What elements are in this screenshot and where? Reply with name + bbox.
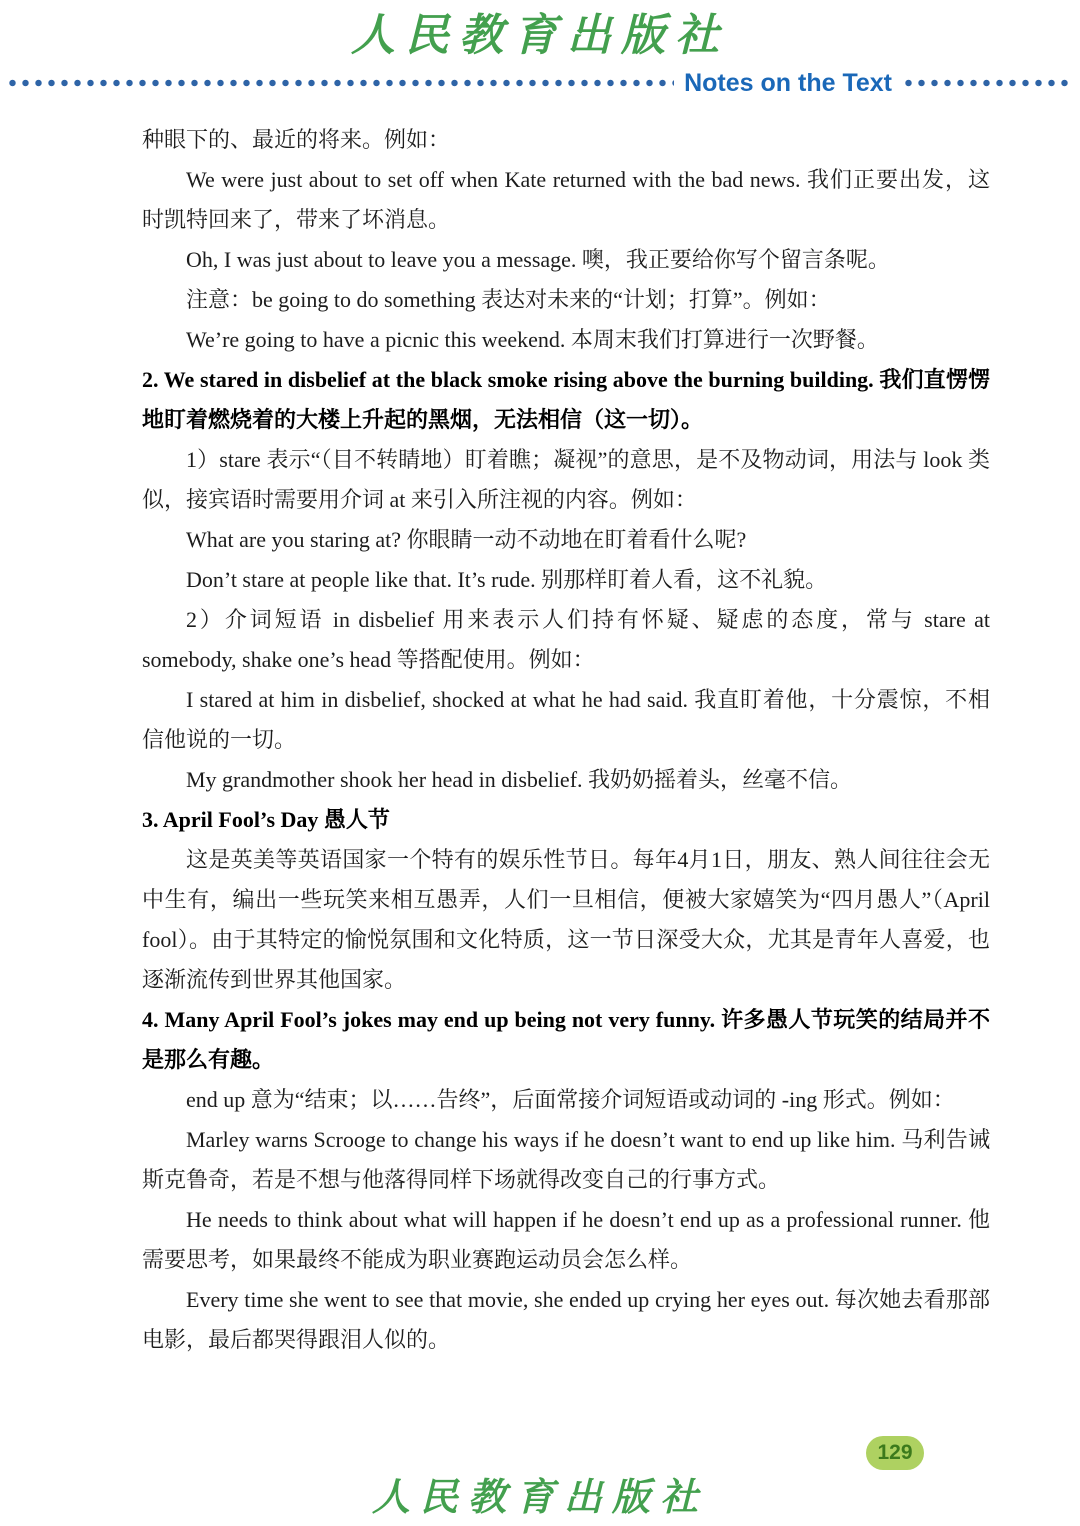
note-paragraph: Every time she went to see that movie, she ended up crying her eyes out. 每次她去看那部电影，最后都哭得跟泪人似的。 <box>142 1287 990 1352</box>
note-paragraph: 1）stare 表示“（目不转睛地）盯着瞧；凝视”的意思，是不及物动词，用法与 look 类似，接宾语时需要用介词 at 来引入所注视的内容。例如： <box>142 447 990 512</box>
note-paragraph: We’re going to have a picnic this weekend. 本周末我们打算进行一次野餐。 <box>186 327 879 352</box>
dotted-rule-left-icon <box>6 78 674 88</box>
section-title: Notes on the Text <box>684 68 892 97</box>
note-paragraph: 这是英美等英语国家一个特有的娱乐性节日。每年4月1日，朋友、熟人间往往会无中生有，编出一些玩笑来相互愚弄，人们一旦相信，便被大家嬉笑为“四月愚人”（April fool）。由于其特定的愉悦氛围和文化特质，这一节日深受大众，尤其是青年人喜爱，也逐渐流传到世界其他国家。 <box>142 847 990 992</box>
note-paragraph: Oh, I was just about to leave you a message. 噢，我正要给你写个留言条呢。 <box>186 247 890 272</box>
note-paragraph: 种眼下的、最近的将来。例如： <box>142 127 451 152</box>
note-heading: 2. We stared in disbelief at the black smoke rising above the burning building. 我们直愣愣地盯着燃烧着的大楼上升起的黑烟，无法相信（这一切）。 <box>142 367 990 432</box>
section-header <box>0 66 1080 100</box>
notes-body <box>0 100 1080 1360</box>
publisher-logo-bottom: 人民教育出版社 <box>371 1474 708 1519</box>
page-number-badge: 129 <box>866 1436 924 1470</box>
note-heading: 4. Many April Fool’s jokes may end up being not very funny. 许多愚人节玩笑的结局并不是那么有趣。 <box>142 1007 990 1072</box>
note-paragraph: end up 意为“结束；以……告终”，后面常接介词短语或动词的 -ing 形式。例如： <box>186 1087 955 1112</box>
dotted-rule-right-icon <box>902 78 1074 88</box>
note-paragraph: 注意：be going to do something 表达对未来的“计划；打算”。例如： <box>186 287 831 312</box>
note-paragraph: We were just about to set off when Kate returned with the bad news. 我们正要出发，这时凯特回来了，带来了坏消息。 <box>142 167 990 232</box>
note-paragraph: I stared at him in disbelief, shocked at what he had said. 我直盯着他，十分震惊，不相信他说的一切。 <box>142 687 990 752</box>
note-paragraph: What are you staring at? 你眼睛一动不动地在盯着看什么呢? <box>186 527 747 552</box>
note-paragraph: Don’t stare at people like that. It’s rude. 别那样盯着人看，这不礼貌。 <box>186 567 828 592</box>
note-paragraph: He needs to think about what will happen if he doesn’t end up as a professional runner. 他需要思考，如果最终不能成为职业赛跑运动员会怎么样。 <box>142 1207 990 1272</box>
publisher-logo-top: 人民教育出版社 <box>351 10 729 61</box>
note-paragraph: Marley warns Scrooge to change his ways if he doesn’t want to end up like him. 马利告诫斯克鲁奇，若是不想与他落得同样下场就得改变自己的行事方式。 <box>142 1127 990 1192</box>
note-heading: 3. April Fool’s Day 愚人节 <box>142 807 390 832</box>
note-paragraph: My grandmother shook her head in disbelief. 我奶奶摇着头，丝毫不信。 <box>186 767 853 792</box>
note-paragraph: 2）介词短语 in disbelief 用来表示人们持有怀疑、疑虑的态度，常与 stare at somebody, shake one’s head 等搭配使用。例如： <box>142 607 990 672</box>
